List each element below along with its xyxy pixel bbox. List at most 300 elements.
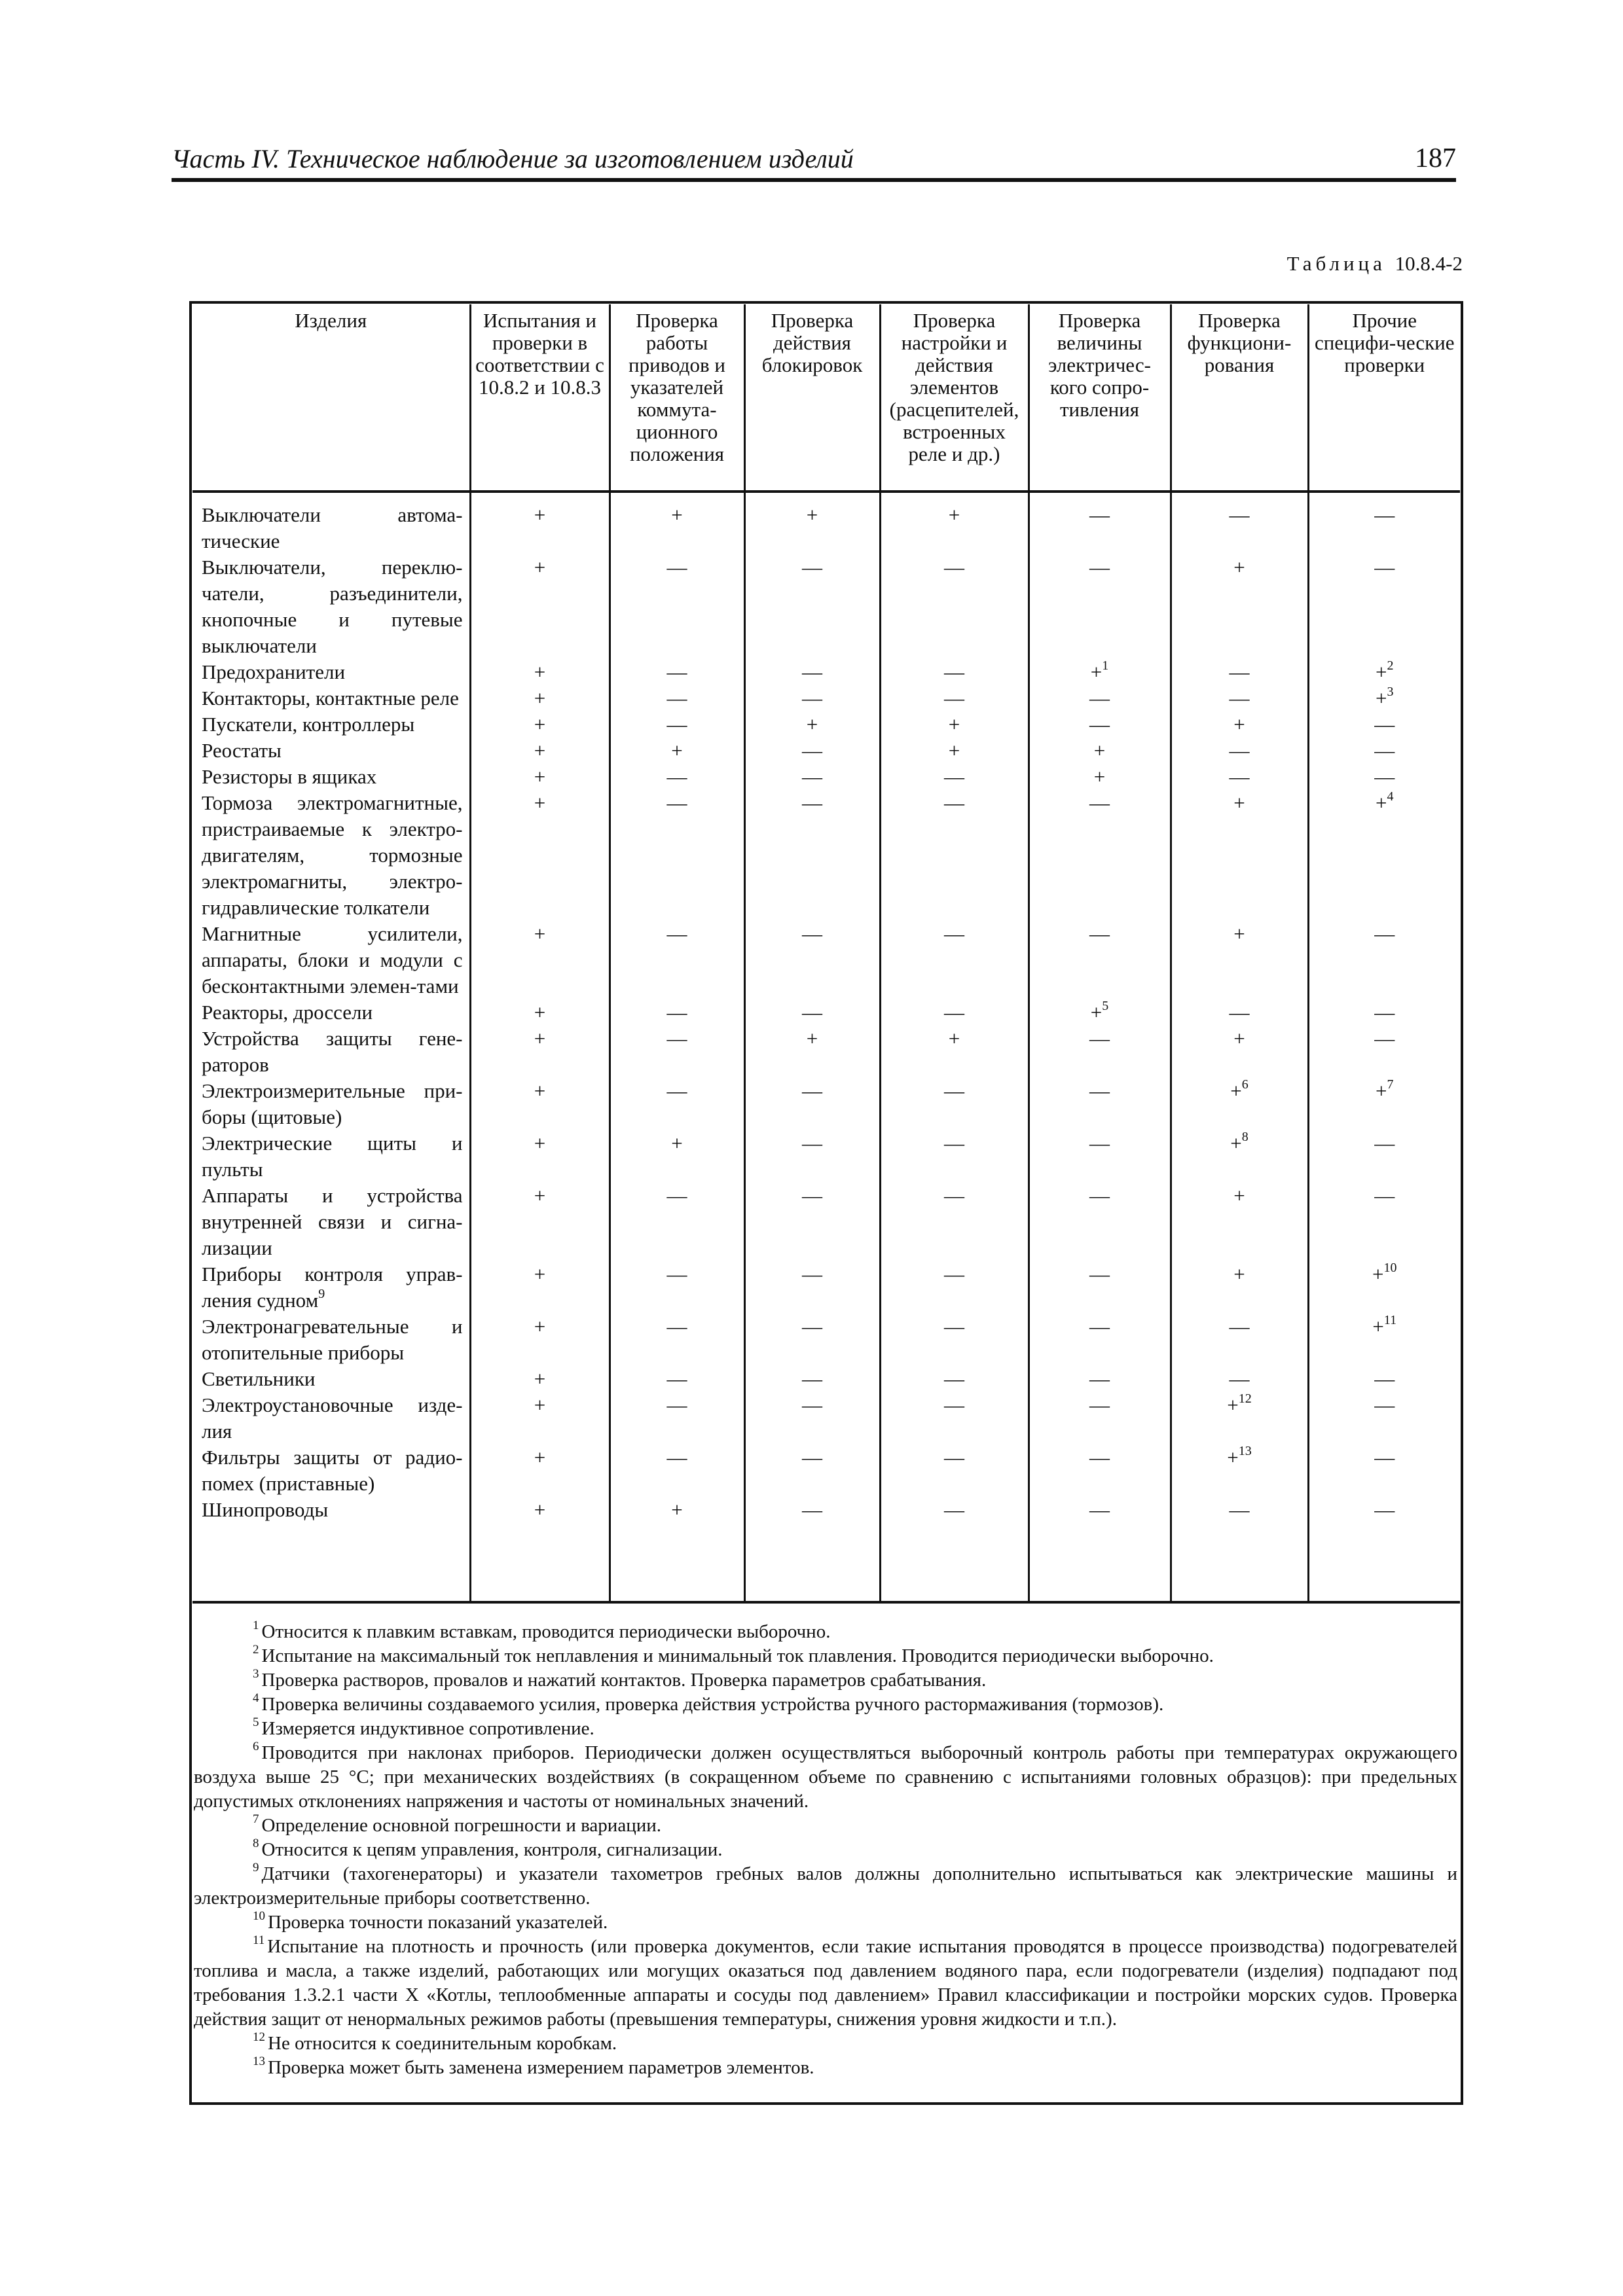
mark-cell xyxy=(744,554,880,659)
row-label-text: Реакторы, дроссели xyxy=(202,1001,373,1024)
mark-cell xyxy=(610,1130,744,1183)
row-label-text: Тормоза электромагнитные, пристраиваемые к электро-двигателям, тормозные электромагниты, электро-гидравлические толкатели xyxy=(202,791,463,919)
row-label-text: Выключатели автома-тические xyxy=(202,503,463,552)
mark-value: — xyxy=(1229,1315,1250,1338)
mark-value: — xyxy=(1374,713,1395,736)
mark-value: — xyxy=(802,1446,822,1469)
mark-cell xyxy=(1308,1261,1460,1314)
mark-cell xyxy=(880,790,1029,921)
row-label-text: Предохранители xyxy=(202,660,346,683)
footnote-ref: 13 xyxy=(1238,1444,1252,1458)
mark-value: — xyxy=(1089,687,1110,709)
mark-cell xyxy=(1029,1026,1171,1078)
footnote-ref: 4 xyxy=(1387,789,1394,804)
row-label xyxy=(192,1497,470,1602)
table-row xyxy=(192,1497,1460,1602)
mark-cell xyxy=(610,711,744,738)
row-label xyxy=(192,1078,470,1130)
row-label-text: Резисторы в ящиках xyxy=(202,765,377,788)
mark-value: + xyxy=(1090,1001,1103,1024)
table-row xyxy=(192,1444,1460,1497)
mark-cell xyxy=(470,1078,610,1130)
mark-value: + xyxy=(1372,1263,1384,1285)
footnote-ref: 10 xyxy=(1383,1261,1397,1275)
mark-cell xyxy=(1308,1183,1460,1261)
mark-cell xyxy=(610,685,744,711)
mark-cell xyxy=(880,492,1029,554)
mark-value: — xyxy=(1089,791,1110,814)
mark-cell xyxy=(1029,1130,1171,1183)
mark-value: + xyxy=(1227,1393,1239,1416)
mark-cell xyxy=(610,1183,744,1261)
mark-value: — xyxy=(802,1498,822,1521)
footnote-text: Определение основной погрешности и вариации. xyxy=(261,1815,662,1836)
mark-cell xyxy=(1308,659,1460,685)
table-row xyxy=(192,492,1460,554)
mark-cell xyxy=(610,1366,744,1392)
mark-cell xyxy=(1029,1183,1171,1261)
footnote-text: Проводится при наклонах приборов. Периодически должен осуществляться выборочный контроль работы при температурах окружающего воздуха выше 25 °С; при механических воздействиях (в сокращенном объеме по сравнению с испытаниями головных образцов): при предельных допустимых отклонениях напряжения и частоты от номинальных значений. xyxy=(194,1742,1457,1812)
footnote-text: Датчики (тахогенераторы) и указатели тахометров гребных валов должны дополнительно испытываться как электрические машины и электроизмерительные приборы соответственно. xyxy=(194,1863,1457,1909)
footnote-text: Проверка точности показаний указателей. xyxy=(268,1912,608,1933)
mark-cell xyxy=(1171,1261,1308,1314)
mark-cell xyxy=(744,1366,880,1392)
table-row xyxy=(192,790,1460,921)
row-label-text: Фильтры защиты от радио-помех (приставные) xyxy=(202,1446,463,1495)
mark-cell xyxy=(1029,492,1171,554)
mark-cell xyxy=(880,999,1029,1026)
table-header-row xyxy=(192,304,1460,492)
mark-value: + xyxy=(1090,660,1103,683)
mark-value: + xyxy=(1233,1027,1245,1050)
footnote xyxy=(194,1814,1457,1838)
mark-value: + xyxy=(534,1184,546,1207)
row-label-text: Магнитные усилители, аппараты, блоки и модули с бесконтактными элемен-тами xyxy=(202,922,463,997)
mark-value: + xyxy=(1372,1315,1384,1338)
mark-cell xyxy=(744,764,880,790)
mark-cell xyxy=(1171,492,1308,554)
mark-cell xyxy=(470,685,610,711)
mark-cell xyxy=(880,1314,1029,1366)
mark-value: — xyxy=(802,922,822,945)
mark-value: + xyxy=(534,1027,546,1050)
mark-value: + xyxy=(534,1498,546,1521)
footnote-text: Измеряется индуктивное сопротивление. xyxy=(261,1718,594,1739)
mark-value: — xyxy=(944,1498,964,1521)
mark-value: + xyxy=(534,1079,546,1102)
mark-cell xyxy=(1171,685,1308,711)
mark-value: — xyxy=(1089,503,1110,526)
mark-cell xyxy=(470,790,610,921)
mark-cell xyxy=(1308,790,1460,921)
footnote-ref: 5 xyxy=(1102,999,1109,1013)
mark-cell xyxy=(470,659,610,685)
mark-value: — xyxy=(1089,1027,1110,1050)
mark-cell xyxy=(470,1497,610,1602)
mark-value: — xyxy=(666,1367,687,1390)
mark-value: — xyxy=(1229,765,1250,788)
mark-value: — xyxy=(666,791,687,814)
mark-cell xyxy=(1029,1314,1171,1366)
mark-cell xyxy=(880,659,1029,685)
mark-cell xyxy=(1029,1497,1171,1602)
mark-cell xyxy=(1029,790,1171,921)
mark-value: — xyxy=(1229,1367,1250,1390)
footnote-number: 10 xyxy=(253,1909,265,1923)
footnote-number: 7 xyxy=(253,1812,259,1826)
table-row xyxy=(192,685,1460,711)
mark-value: + xyxy=(1233,1184,1245,1207)
mark-value: + xyxy=(1233,556,1245,579)
mark-cell xyxy=(880,1078,1029,1130)
mark-cell xyxy=(1029,1444,1171,1497)
mark-cell xyxy=(744,685,880,711)
table-row xyxy=(192,1261,1460,1314)
mark-value: + xyxy=(1233,791,1245,814)
mark-value: — xyxy=(1229,739,1250,762)
mark-cell xyxy=(610,1314,744,1366)
mark-cell xyxy=(1171,1314,1308,1366)
mark-cell xyxy=(744,1261,880,1314)
footnote xyxy=(194,1838,1457,1862)
page-header-title: Часть IV. Техническое наблюдение за изготовлением изделий xyxy=(172,144,854,173)
mark-value: — xyxy=(1374,1027,1395,1050)
mark-value: — xyxy=(944,1263,964,1285)
footnote-number: 6 xyxy=(253,1740,259,1753)
mark-value: — xyxy=(666,1001,687,1024)
mark-value: + xyxy=(534,1367,546,1390)
mark-value: — xyxy=(666,1393,687,1416)
mark-cell xyxy=(470,764,610,790)
mark-value: — xyxy=(1374,556,1395,579)
column-header: Проверка работы приводов и указателей коммута-ционного положения xyxy=(610,304,744,492)
mark-value: — xyxy=(1374,503,1395,526)
mark-cell xyxy=(1308,764,1460,790)
mark-value: — xyxy=(944,922,964,945)
row-label-text: Электрические щиты и пульты xyxy=(202,1132,463,1181)
mark-value: — xyxy=(802,660,822,683)
mark-cell xyxy=(1029,738,1171,764)
footnote-number: 13 xyxy=(253,2054,265,2068)
row-label-text: Контакторы, контактные реле xyxy=(202,687,459,709)
table-caption-number: 10.8.4-2 xyxy=(1395,252,1463,275)
mark-value: — xyxy=(802,1184,822,1207)
mark-value: + xyxy=(1233,1263,1245,1285)
footnote xyxy=(194,1620,1457,1644)
footnote-number: 1 xyxy=(253,1619,259,1632)
mark-value: + xyxy=(534,1446,546,1469)
footnote-ref: 7 xyxy=(1387,1077,1394,1092)
row-label xyxy=(192,1261,470,1314)
mark-cell xyxy=(1171,1183,1308,1261)
mark-value: + xyxy=(948,503,960,526)
row-label xyxy=(192,764,470,790)
table-row xyxy=(192,999,1460,1026)
mark-value: — xyxy=(802,1001,822,1024)
mark-cell xyxy=(610,554,744,659)
mark-value: + xyxy=(1230,1132,1242,1155)
mark-value: + xyxy=(671,739,683,762)
row-label xyxy=(192,1130,470,1183)
table-row xyxy=(192,921,1460,999)
mark-cell xyxy=(1171,790,1308,921)
mark-cell xyxy=(880,1261,1029,1314)
mark-value: — xyxy=(802,765,822,788)
mark-cell xyxy=(470,711,610,738)
mark-cell xyxy=(610,1026,744,1078)
mark-cell xyxy=(1171,1497,1308,1602)
mark-value: — xyxy=(666,1263,687,1285)
mark-value: — xyxy=(1229,1001,1250,1024)
mark-value: — xyxy=(802,687,822,709)
mark-value: + xyxy=(534,503,546,526)
table-row xyxy=(192,1314,1460,1366)
mark-value: + xyxy=(534,791,546,814)
mark-cell xyxy=(470,492,610,554)
footnote-text: Испытание на максимальный ток неплавления и минимальный ток плавления. Проводится периодически выборочно. xyxy=(261,1645,1214,1666)
mark-cell xyxy=(880,685,1029,711)
table-row xyxy=(192,1366,1460,1392)
mark-cell xyxy=(1171,1026,1308,1078)
mark-value: + xyxy=(1376,660,1387,683)
mark-cell xyxy=(1171,711,1308,738)
mark-cell xyxy=(1308,711,1460,738)
table-row xyxy=(192,1130,1460,1183)
mark-value: — xyxy=(1089,1263,1110,1285)
mark-cell xyxy=(610,764,744,790)
footnote-ref: 3 xyxy=(1387,685,1394,699)
row-label xyxy=(192,659,470,685)
mark-value: — xyxy=(802,791,822,814)
row-label-text: Пускатели, контроллеры xyxy=(202,713,415,736)
row-label xyxy=(192,921,470,999)
column-header: Проверка настройки и действия элементов (расцепителей, встроенных реле и др.) xyxy=(880,304,1029,492)
mark-cell xyxy=(610,738,744,764)
mark-value: — xyxy=(944,1184,964,1207)
footnote-text: Относится к плавким вставкам, проводится периодически выборочно. xyxy=(261,1621,831,1642)
mark-cell xyxy=(470,1183,610,1261)
footnote xyxy=(194,1741,1457,1814)
footnote-ref: 8 xyxy=(1241,1130,1249,1144)
mark-value: — xyxy=(1089,1184,1110,1207)
mark-value: — xyxy=(666,1446,687,1469)
mark-value: — xyxy=(1089,1079,1110,1102)
row-label xyxy=(192,1314,470,1366)
table-row xyxy=(192,738,1460,764)
mark-cell xyxy=(880,764,1029,790)
mark-cell xyxy=(610,1444,744,1497)
mark-value: — xyxy=(1089,1393,1110,1416)
mark-value: — xyxy=(1374,1367,1395,1390)
mark-cell xyxy=(1308,999,1460,1026)
mark-value: — xyxy=(944,687,964,709)
row-label xyxy=(192,1366,470,1392)
mark-value: + xyxy=(1376,687,1387,709)
mark-cell xyxy=(744,999,880,1026)
mark-cell xyxy=(470,1366,610,1392)
row-label xyxy=(192,1183,470,1261)
mark-cell xyxy=(1171,738,1308,764)
mark-cell xyxy=(1029,554,1171,659)
footnote xyxy=(194,1717,1457,1741)
row-label xyxy=(192,999,470,1026)
mark-cell xyxy=(1308,685,1460,711)
footnote-ref: 2 xyxy=(1387,658,1394,673)
footnote-text: Относится к цепям управления, контроля, сигнализации. xyxy=(261,1839,723,1860)
mark-cell xyxy=(744,1183,880,1261)
mark-cell xyxy=(744,1078,880,1130)
mark-cell xyxy=(1029,711,1171,738)
row-label xyxy=(192,711,470,738)
row-label-text: Электроизмерительные при-боры (щитовые) xyxy=(202,1079,463,1128)
mark-value: + xyxy=(534,739,546,762)
mark-cell xyxy=(470,738,610,764)
row-label-text: Приборы контроля управ-ления судном xyxy=(202,1263,463,1312)
table-row xyxy=(192,1078,1460,1130)
mark-cell xyxy=(880,1366,1029,1392)
column-header: Проверка действия блокировок xyxy=(744,304,880,492)
mark-value: + xyxy=(806,713,818,736)
row-label xyxy=(192,1392,470,1444)
column-header: Проверка величины электричес-кого сопро-тивления xyxy=(1029,304,1171,492)
mark-cell xyxy=(1308,1444,1460,1497)
mark-value: + xyxy=(1233,713,1245,736)
mark-cell xyxy=(1308,1497,1460,1602)
mark-value: — xyxy=(1374,765,1395,788)
footnote-divider xyxy=(192,1601,1460,1604)
row-label xyxy=(192,492,470,554)
mark-cell xyxy=(470,1314,610,1366)
row-label xyxy=(192,685,470,711)
row-label-text: Устройства защиты гене-раторов xyxy=(202,1027,463,1076)
mark-value: — xyxy=(944,1132,964,1155)
mark-cell xyxy=(1308,492,1460,554)
row-label-text: Светильники xyxy=(202,1367,316,1390)
mark-value: — xyxy=(1089,1498,1110,1521)
mark-cell xyxy=(610,1078,744,1130)
mark-cell xyxy=(470,999,610,1026)
mark-value: + xyxy=(1093,739,1106,762)
mark-cell xyxy=(1171,1130,1308,1183)
mark-value: — xyxy=(666,765,687,788)
mark-cell xyxy=(880,1183,1029,1261)
mark-value: + xyxy=(671,1498,683,1521)
mark-value: — xyxy=(944,1367,964,1390)
mark-cell xyxy=(880,1392,1029,1444)
mark-value: + xyxy=(534,713,546,736)
mark-cell xyxy=(744,659,880,685)
mark-cell xyxy=(470,554,610,659)
mark-value: + xyxy=(534,1393,546,1416)
mark-value: — xyxy=(1374,1498,1395,1521)
mark-value: — xyxy=(1374,1393,1395,1416)
mark-cell xyxy=(744,1392,880,1444)
footnote-number: 9 xyxy=(253,1861,259,1874)
mark-value: + xyxy=(671,503,683,526)
column-header: Проверка функциони-рования xyxy=(1171,304,1308,492)
footnote xyxy=(194,2032,1457,2056)
mark-value: — xyxy=(1089,556,1110,579)
mark-value: — xyxy=(666,922,687,945)
footnote xyxy=(194,1862,1457,1910)
column-header: Испытания и проверки в соответствии с 10.8.2 и 10.8.3 xyxy=(470,304,610,492)
mark-cell xyxy=(1029,659,1171,685)
row-label xyxy=(192,738,470,764)
mark-cell xyxy=(880,711,1029,738)
mark-cell xyxy=(1308,738,1460,764)
mark-value: — xyxy=(1229,687,1250,709)
mark-cell xyxy=(470,1026,610,1078)
footnote-number: 2 xyxy=(253,1643,259,1657)
row-label-text: Реостаты xyxy=(202,739,282,762)
mark-value: — xyxy=(944,765,964,788)
mark-cell xyxy=(470,1392,610,1444)
row-label-text: Выключатели, переклю-чатели, разъединители, кнопочные и путевые выключатели xyxy=(202,556,463,657)
mark-value: + xyxy=(1227,1446,1239,1469)
mark-cell xyxy=(470,1130,610,1183)
footnote-text: Не относится к соединительным коробкам. xyxy=(268,2033,617,2054)
mark-value: — xyxy=(944,1315,964,1338)
mark-value: + xyxy=(534,556,546,579)
mark-cell xyxy=(470,1261,610,1314)
column-header: Изделия xyxy=(192,304,470,492)
mark-value: + xyxy=(806,1027,818,1050)
footnote-ref: 6 xyxy=(1241,1077,1249,1092)
footnote-ref: 12 xyxy=(1238,1391,1252,1406)
mark-value: + xyxy=(1230,1079,1242,1102)
table-row xyxy=(192,659,1460,685)
mark-cell xyxy=(744,921,880,999)
mark-value: — xyxy=(1089,1446,1110,1469)
mark-value: — xyxy=(1374,1001,1395,1024)
mark-cell xyxy=(744,1497,880,1602)
mark-cell xyxy=(610,492,744,554)
mark-cell xyxy=(880,738,1029,764)
table-caption-word: Таблица xyxy=(1286,252,1386,275)
footnote xyxy=(194,1644,1457,1668)
mark-value: — xyxy=(944,1393,964,1416)
footnote-number: 11 xyxy=(253,1933,265,1947)
mark-value: + xyxy=(948,739,960,762)
mark-cell xyxy=(1171,1392,1308,1444)
mark-value: — xyxy=(944,556,964,579)
mark-value: + xyxy=(534,687,546,709)
mark-value: + xyxy=(948,1027,960,1050)
mark-cell xyxy=(744,738,880,764)
mark-value: — xyxy=(1089,1367,1110,1390)
mark-cell xyxy=(1171,1078,1308,1130)
mark-cell xyxy=(1171,554,1308,659)
mark-cell xyxy=(610,659,744,685)
mark-cell xyxy=(880,1026,1029,1078)
footnote-ref: 9 xyxy=(318,1287,325,1301)
mark-value: — xyxy=(802,1263,822,1285)
mark-value: + xyxy=(534,1132,546,1155)
mark-value: + xyxy=(671,1132,683,1155)
mark-value: — xyxy=(1374,739,1395,762)
page-number: 187 xyxy=(1415,143,1456,173)
footnote-ref: 11 xyxy=(1383,1313,1397,1327)
table-row xyxy=(192,1392,1460,1444)
mark-cell xyxy=(470,1444,610,1497)
footnote xyxy=(194,1935,1457,2032)
mark-value: + xyxy=(534,1263,546,1285)
mark-cell xyxy=(744,1444,880,1497)
mark-cell xyxy=(610,1392,744,1444)
mark-cell xyxy=(610,1261,744,1314)
mark-value: — xyxy=(802,1132,822,1155)
requirements-table xyxy=(192,304,1460,1602)
